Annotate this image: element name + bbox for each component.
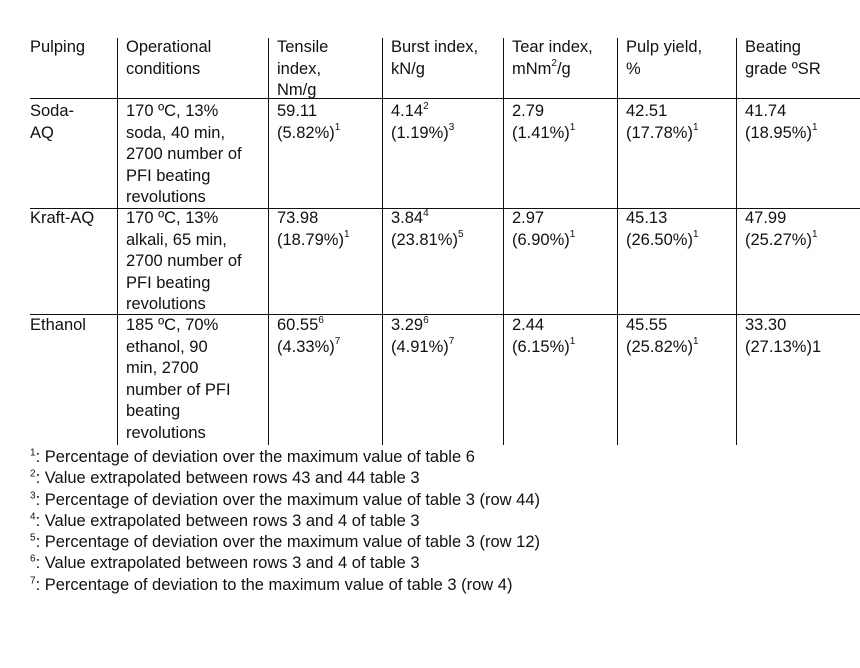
deviation: (18.79%) <box>277 230 344 249</box>
row-yield <box>626 208 699 251</box>
value: 42.51 <box>626 102 668 120</box>
footnote-mark: 1 <box>692 122 699 133</box>
footnote <box>30 511 540 532</box>
header-tear-index-text: Tear index, mNm <box>512 38 593 78</box>
footnote <box>30 553 540 574</box>
row-tear <box>512 208 575 251</box>
footnote-mark: 1 <box>569 336 576 347</box>
footnote-mark: 5 <box>30 532 36 544</box>
footnote-mark: 6 <box>30 553 36 565</box>
value: 47.99 <box>745 209 787 227</box>
deviation: (5.82%) <box>277 123 335 142</box>
deviation: (25.82%) <box>626 337 693 356</box>
footnote-text: : Percentage of deviation over the maximum value of table 3 (row 12) <box>35 533 540 552</box>
value: 3.29 <box>391 316 424 334</box>
value: 2.97 <box>512 209 545 227</box>
footnote <box>30 490 540 511</box>
value: 73.98 <box>277 209 319 227</box>
footnote-mark: 2 <box>30 468 36 480</box>
footnote-mark: 1 <box>692 229 699 240</box>
deviation: (6.90%) <box>512 230 570 249</box>
value: 2.79 <box>512 102 545 120</box>
deviation: (23.81%) <box>391 230 458 249</box>
footnote-text: : Percentage of deviation over the maximum value of table 6 <box>35 448 475 466</box>
header-operational-conditions: Operational conditions <box>126 38 212 78</box>
row-yield <box>626 315 699 358</box>
value: 4.14 <box>391 102 424 120</box>
footnote-text: : Percentage of deviation over the maximum value of table 3 (row 44) <box>35 490 540 509</box>
footnote <box>30 447 540 468</box>
footnote-mark: 5 <box>457 229 464 240</box>
column-rule-6 <box>736 38 737 445</box>
row-conditions: 170 ºC, 13% soda, 40 min, 2700 number of PFI beating revolutions <box>126 102 242 206</box>
row-yield <box>626 101 699 144</box>
footnote-mark: 6 <box>318 314 324 326</box>
row-burst <box>391 208 464 251</box>
footnote-mark: 4 <box>30 511 36 523</box>
deviation: (26.50%) <box>626 230 693 249</box>
footnote-mark: 1 <box>334 122 341 133</box>
footnote-mark: 6 <box>423 314 429 326</box>
header-tear-index-tail: /g <box>556 59 571 78</box>
column-rule-4 <box>503 38 504 445</box>
footnote-mark: 1 <box>343 229 350 240</box>
row-burst <box>391 315 454 358</box>
row-conditions: 170 ºC, 13% alkali, 65 min, 2700 number of PFI beating revolutions <box>126 209 242 313</box>
footnote-mark: 1 <box>692 336 699 347</box>
value: 60.55 <box>277 316 319 334</box>
value: 59.11 <box>277 102 318 120</box>
footnote-mark: 1 <box>569 229 576 240</box>
deviation: (1.41%) <box>512 123 570 142</box>
footnote-mark: 3 <box>30 490 36 502</box>
deviation: (4.33%) <box>277 337 335 356</box>
footnote-text: : Value extrapolated between rows 43 and 44 table 3 <box>35 469 420 488</box>
row-tensile <box>277 101 340 144</box>
deviation: (18.95%) <box>745 123 812 142</box>
row-tensile <box>277 208 350 251</box>
value: 45.55 <box>626 316 668 334</box>
row-tensile <box>277 315 340 358</box>
row-pulping: Soda- AQ <box>30 102 75 142</box>
column-rule-1 <box>117 38 118 445</box>
footnote <box>30 468 540 489</box>
row-beating <box>745 208 818 251</box>
header-tear-index <box>512 37 593 80</box>
footnote-mark: 1 <box>569 122 576 133</box>
footnote-text: : Percentage of deviation to the maximum value of table 3 (row 4) <box>35 575 513 594</box>
value: 3.84 <box>391 209 424 227</box>
footnote <box>30 532 540 553</box>
footnote-mark: 1 <box>811 122 818 133</box>
value: 41.74 <box>745 102 787 120</box>
header-burst-index: Burst index, kN/g <box>391 38 479 78</box>
deviation: (4.91%) <box>391 337 449 356</box>
row-tear <box>512 101 575 144</box>
header-tensile-index: Tensile index, Nm/g <box>277 38 329 99</box>
footnote-mark: 7 <box>448 336 455 347</box>
column-rule-5 <box>617 38 618 445</box>
footnote-mark: 3 <box>448 122 455 133</box>
footnote-mark: 7 <box>30 575 36 587</box>
row-tear <box>512 315 575 358</box>
row-beating <box>745 101 818 144</box>
deviation: (27.13%)1 <box>745 337 822 356</box>
value: 33.30 <box>745 316 787 334</box>
footnotes <box>30 447 540 596</box>
deviation: (6.15%) <box>512 337 570 356</box>
deviation: (1.19%) <box>391 123 449 142</box>
footnote <box>30 575 540 596</box>
header-pulp-yield: Pulp yield, % <box>626 38 703 78</box>
footnote-mark: 7 <box>334 336 341 347</box>
row-beating <box>745 315 821 358</box>
deviation: (25.27%) <box>745 230 812 249</box>
deviation: (17.78%) <box>626 123 693 142</box>
footnote-mark: 4 <box>423 207 429 219</box>
row-pulping: Ethanol <box>30 316 86 334</box>
footnote-mark: 1 <box>811 229 818 240</box>
column-rule-3 <box>382 38 383 445</box>
value: 2.44 <box>512 316 545 334</box>
row-conditions: 185 ºC, 70% ethanol, 90 min, 2700 number of PFI beating revolutions <box>126 316 231 442</box>
header-pulping: Pulping <box>30 38 86 56</box>
footnote-text: : Value extrapolated between rows 3 and 4 of table 3 <box>35 511 420 530</box>
row-pulping: Kraft-AQ <box>30 209 95 227</box>
footnote-mark: 1 <box>30 447 36 459</box>
row-burst <box>391 101 454 144</box>
header-tear-index-sup: 2 <box>551 58 557 69</box>
header-beating-grade: Beating grade ºSR <box>745 38 821 78</box>
footnote-text: : Value extrapolated between rows 3 and 4 of table 3 <box>35 554 420 573</box>
footnote-mark: 2 <box>423 100 429 112</box>
value: 45.13 <box>626 209 668 227</box>
column-rule-2 <box>268 38 269 445</box>
